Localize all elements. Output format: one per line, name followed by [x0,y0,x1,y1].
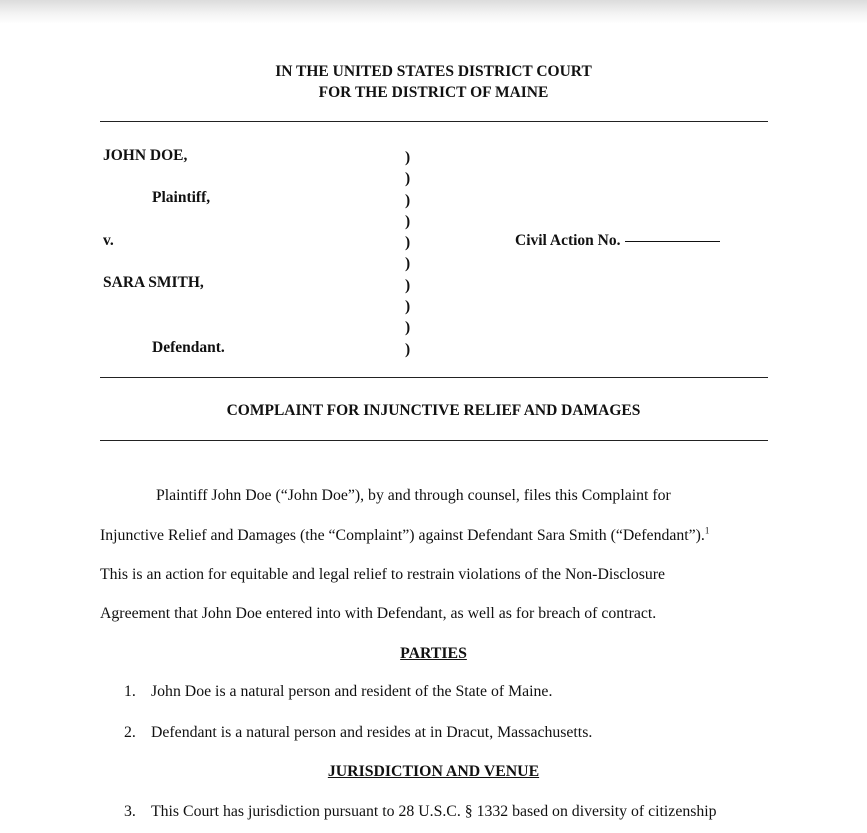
civil-action-field [515,232,720,250]
intro-line-3: This is an action for equitable and legal relief to restrain violations of the Non-Disclosure [100,566,666,583]
caption-paren: ) [405,255,411,273]
caption-paren: ) [405,276,411,294]
versus-label: v. [103,232,114,249]
caption-top-rule [100,121,768,122]
civil-action-blank [625,241,720,242]
court-name-line: IN THE UNITED STATES DISTRICT COURT [275,63,592,80]
complaint-title: COMPLAINT FOR INJUNCTIVE RELIEF AND DAMAGES [226,402,641,419]
caption-paren-column [405,147,419,360]
plaintiff-role: Plaintiff, [152,189,211,206]
caption-paren: ) [405,191,411,209]
caption-paren: ) [405,298,411,316]
caption-paren: ) [405,234,411,252]
item-number: 3. [124,803,136,820]
caption-paren: ) [405,170,411,188]
court-district-line: FOR THE DISTRICT OF MAINE [318,84,549,101]
section-heading-parties: PARTIES [400,645,467,662]
intro-line-2 [100,527,709,545]
caption-paren: ) [405,149,411,166]
plaintiff-name: JOHN DOE, [103,147,188,164]
item-number: 2. [124,724,136,741]
footnote-mark: 1 [704,525,710,536]
title-bottom-rule [100,440,768,441]
section-heading-jurisdiction: JURISDICTION AND VENUE [327,763,540,780]
caption-paren: ) [405,212,411,230]
item-number: 1. [124,683,136,700]
defendant-name: SARA SMITH, [103,274,204,291]
numbered-item [124,803,717,821]
intro-line-1: Plaintiff John Doe (“John Doe”), by and through counsel, files this Complaint for [156,487,671,504]
item-text: Defendant is a natural person and resides at in Dracut, Massachusetts. [151,724,593,741]
intro-line-4: Agreement that John Doe entered into with Defendant, as well as for breach of contract. [100,605,657,622]
caption-paren: ) [405,319,411,337]
caption-bottom-rule [100,377,768,378]
item-text: This Court has jurisdiction pursuant to 28 U.S.C. § 1332 based on diversity of citizenship [151,803,717,820]
caption-paren: ) [405,340,411,358]
numbered-item [124,724,592,742]
numbered-item [124,683,552,701]
defendant-role: Defendant. [152,339,225,356]
item-text: John Doe is a natural person and resident of the State of Maine. [151,683,553,700]
intro-line-2-text: Injunctive Relief and Damages (the “Complaint”) against Defendant Sara Smith (“Defendant”). [100,527,705,544]
civil-action-label: Civil Action No. [515,232,621,249]
